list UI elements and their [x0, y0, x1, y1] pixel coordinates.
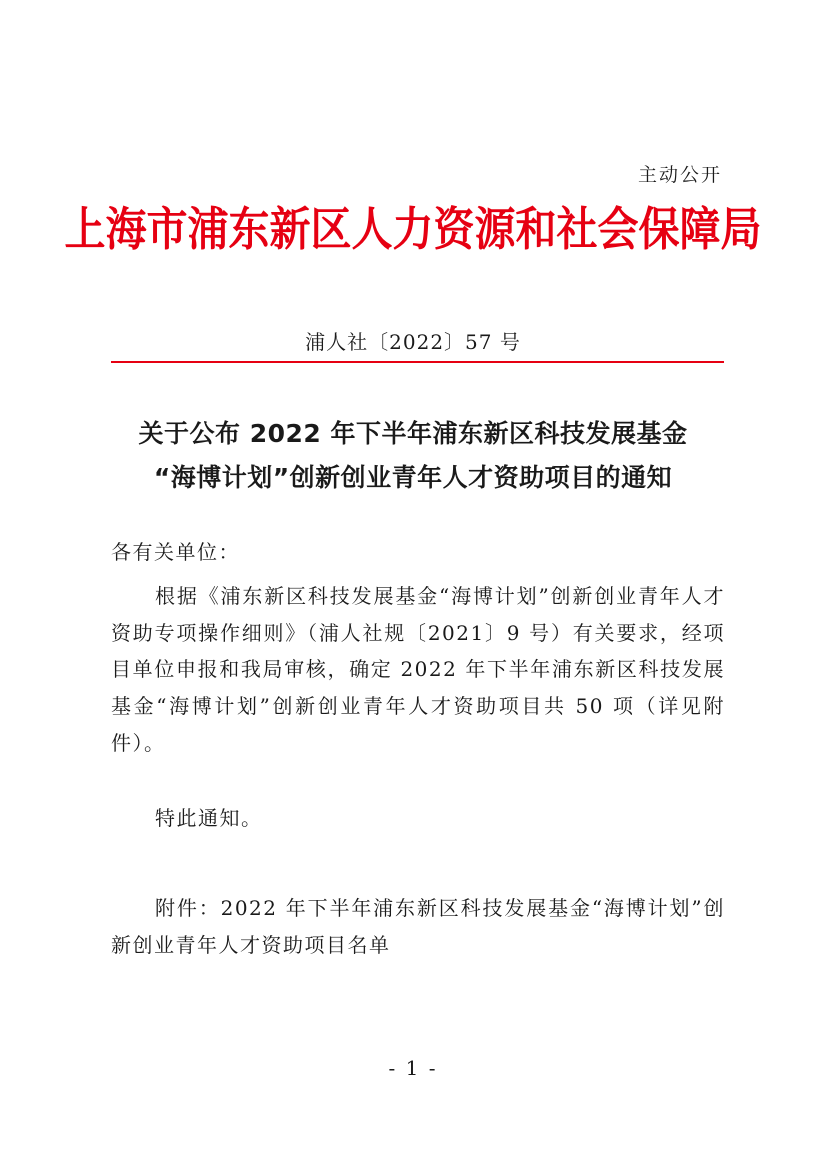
body-paragraph-1: 根据《浦东新区科技发展基金“海博计划”创新创业青年人才资助专项操作细则》（浦人社规〔2021〕9 号）有关要求，经项目单位申报和我局审核，确定 2022 年下半年浦东新区科技发展基金“海博计划”创新创业青年人才资助项目共 50 项（详见附件）。: [111, 584, 725, 755]
notice-title: [0, 412, 826, 500]
disclosure-label: 主动公开: [637, 164, 722, 186]
page-number: - 1 -: [388, 1056, 438, 1080]
issuer-masthead: 上海市浦东新区人力资源和社会保障局: [64, 202, 762, 257]
red-divider-line: [111, 361, 724, 363]
document-number: 浦人社〔2022〕57 号: [305, 330, 521, 354]
attachment-note: 附件：2022 年下半年浦东新区科技发展基金“海博计划”创新创业青年人才资助项目名单: [111, 896, 725, 957]
salutation: 各有关单位：: [111, 540, 240, 564]
body-paragraph-2: 特此通知。: [155, 806, 263, 830]
notice-title-line-1: 关于公布 2022 年下半年浦东新区科技发展基金: [138, 419, 688, 448]
notice-title-line-2: “海博计划”创新创业青年人才资助项目的通知: [153, 463, 673, 492]
